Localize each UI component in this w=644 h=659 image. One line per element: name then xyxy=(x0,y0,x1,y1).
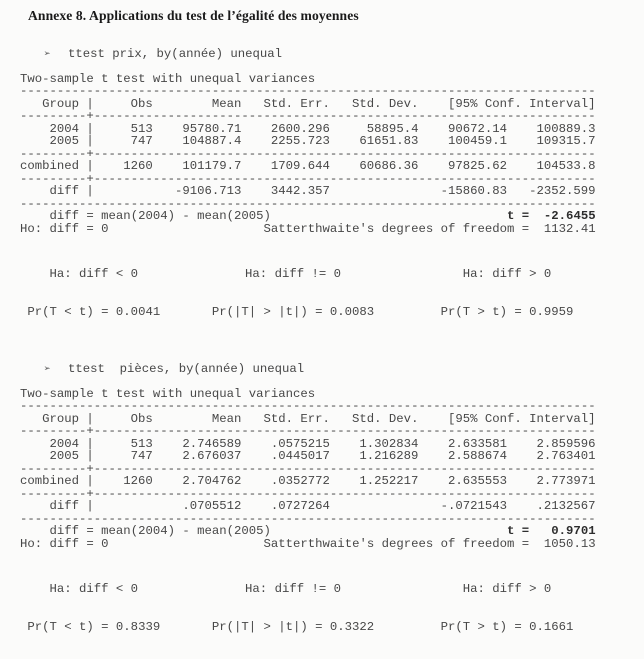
col-header-group: Group xyxy=(42,411,80,426)
cell-mean: 2.746589 xyxy=(182,436,242,451)
table-row-combined xyxy=(20,160,644,173)
table-bottom-rule: ------------------------------------------------------------------------------ xyxy=(20,511,596,526)
col-header-conf-interval: [95% Conf. Interval] xyxy=(447,411,596,426)
column-divider: | xyxy=(86,184,94,198)
cell-mean: 101179.7 xyxy=(182,159,242,173)
cell-ci-low: 2.588674 xyxy=(447,449,507,463)
pr-value: Pr(|T| > |t|) = 0.3322 xyxy=(211,619,375,634)
pr-value: Pr(T > t) = 0.1661 xyxy=(440,619,574,634)
column-divider: | xyxy=(86,499,94,513)
cell-ci-high: 100889.3 xyxy=(536,121,596,136)
pr-value: Pr(T < t) = 0.0041 xyxy=(27,304,161,319)
cell-group: combined xyxy=(20,159,80,173)
alternative-hypotheses xyxy=(20,558,596,658)
cell-obs xyxy=(94,500,153,513)
ha-label: Ha: diff != 0 xyxy=(245,582,341,596)
df-value: 1050.13 xyxy=(543,536,596,551)
table-row-2005 xyxy=(20,135,644,148)
cell-ci-high: 2.763401 xyxy=(536,449,596,463)
col-header-std-dev: Std. Dev. xyxy=(352,411,419,426)
col-header-std-err: Std. Err. xyxy=(263,96,330,111)
cell-ci-low: 90672.14 xyxy=(447,121,507,136)
degrees-of-freedom xyxy=(264,223,596,236)
ha-label: Ha: diff > 0 xyxy=(462,267,552,281)
col-header-group: Group xyxy=(42,96,80,111)
t-value: 0.9701 xyxy=(551,524,596,538)
table-row-combined xyxy=(20,475,644,488)
cell-obs xyxy=(94,185,153,198)
null-hypothesis-line xyxy=(20,223,596,236)
cell-ci-low: -15860.83 xyxy=(440,184,507,198)
table-top-rule: ------------------------------------------------------------------------------ xyxy=(20,84,596,98)
null-hypothesis: Ho: diff = 0 xyxy=(20,221,109,236)
column-divider: | xyxy=(86,449,94,463)
cell-group: diff xyxy=(49,184,80,198)
column-divider: | xyxy=(86,159,94,173)
stata-output xyxy=(20,388,644,659)
ha-label: Ha: diff < 0 xyxy=(49,267,139,281)
stata-output xyxy=(20,73,644,344)
pr-value: Pr(T < t) = 0.8339 xyxy=(27,619,161,634)
ttest-pieces-section xyxy=(20,363,616,658)
cell-group: 2005 xyxy=(49,134,80,148)
cell-ci-high: -2352.599 xyxy=(529,184,596,198)
cell-std-err: .0727264 xyxy=(270,499,330,513)
column-divider: | xyxy=(86,121,94,136)
table-top-rule: ------------------------------------------------------------------------------ xyxy=(20,399,596,413)
arrowhead-bullet-icon: ➢ xyxy=(44,49,51,61)
col-header-conf-interval: [95% Conf. Interval] xyxy=(447,96,596,111)
pr-value: Pr(T > t) = 0.9959 xyxy=(440,304,574,319)
diff-formula-line xyxy=(20,210,596,223)
cell-obs: 513 xyxy=(130,436,153,451)
table-rule-cross: ---------+-------------------------------------------------------------------- xyxy=(20,146,596,161)
diff-formula: diff = mean(2004) - mean(2005) xyxy=(49,524,271,538)
col-header-std-dev: Std. Dev. xyxy=(352,96,419,111)
degrees-of-freedom xyxy=(264,538,596,551)
alt-hypothesis-right xyxy=(418,558,595,658)
cell-std-dev xyxy=(330,500,419,513)
cell-mean: 104887.4 xyxy=(182,134,242,148)
cell-ci-low: 2.635553 xyxy=(447,474,507,488)
cell-group: diff xyxy=(49,499,80,513)
diff-formula: diff = mean(2004) - mean(2005) xyxy=(49,209,271,223)
table-rule-cross: ---------+-------------------------------------------------------------------- xyxy=(20,461,596,476)
cell-ci-low: -.0721543 xyxy=(440,499,507,513)
col-header-mean: Mean xyxy=(211,411,242,426)
alt-hypothesis-left xyxy=(20,558,168,658)
column-divider: | xyxy=(86,134,94,148)
cell-group: 2004 xyxy=(49,436,80,451)
cell-std-err: 2600.296 xyxy=(270,121,330,136)
col-header-obs: Obs xyxy=(130,411,153,426)
arrowhead-bullet-icon: ➢ xyxy=(44,364,51,376)
cell-std-dev: 60686.36 xyxy=(359,159,419,173)
cell-std-err: .0445017 xyxy=(270,449,330,463)
cell-ci-high: 109315.7 xyxy=(536,134,596,148)
cell-std-err: .0575215 xyxy=(270,436,330,451)
column-divider: | xyxy=(86,411,94,426)
table-row-2005 xyxy=(20,450,644,463)
cell-ci-low: 97825.62 xyxy=(447,159,507,173)
null-hypothesis: Ho: diff = 0 xyxy=(20,536,109,551)
column-divider: | xyxy=(86,474,94,488)
cell-obs: 1260 xyxy=(123,159,153,173)
cell-std-err: 1709.644 xyxy=(270,159,330,173)
cell-std-err: 2255.723 xyxy=(270,134,330,148)
table-bottom-rule: ------------------------------------------------------------------------------ xyxy=(20,196,596,211)
cell-ci-high: .2132567 xyxy=(536,499,596,513)
cell-ci-high: 104533.8 xyxy=(536,159,596,173)
test-type-label: Two-sample t test with unequal variances xyxy=(20,71,316,86)
df-label: Satterthwaite's degrees of freedom = xyxy=(263,221,530,236)
t-statistic xyxy=(507,525,596,538)
alt-hypothesis-right xyxy=(418,243,595,343)
ha-label: Ha: diff != 0 xyxy=(245,267,341,281)
cell-obs: 747 xyxy=(130,449,153,463)
diff-formula-line xyxy=(20,525,596,538)
cell-ci-high: 2.859596 xyxy=(536,436,596,451)
cell-std-err: 3442.357 xyxy=(270,184,330,198)
pr-value: Pr(|T| > |t|) = 0.0083 xyxy=(211,304,375,319)
ha-label: Ha: diff < 0 xyxy=(49,582,139,596)
t-value: -2.6455 xyxy=(543,209,596,223)
col-header-std-err: Std. Err. xyxy=(263,411,330,426)
t-statistic xyxy=(507,210,596,223)
cell-std-err: .0352772 xyxy=(270,474,330,488)
cell-std-dev: 1.252217 xyxy=(359,474,419,488)
table-rule-cross: ---------+-------------------------------------------------------------------- xyxy=(20,171,596,186)
col-header-mean: Mean xyxy=(211,96,242,111)
cell-ci-high: 2.773971 xyxy=(536,474,596,488)
cell-group: combined xyxy=(20,474,80,488)
command-line xyxy=(20,48,616,62)
alt-hypothesis-center xyxy=(168,558,419,658)
command-text: ttest pièces, by(année) unequal xyxy=(68,362,305,376)
command-text: ttest prix, by(année) unequal xyxy=(68,47,283,61)
t-label: t = xyxy=(507,209,530,223)
df-label: Satterthwaite's degrees of freedom = xyxy=(263,536,530,551)
ttest-prix-section xyxy=(20,48,616,343)
cell-std-dev: 1.302834 xyxy=(359,436,419,451)
table-row-diff xyxy=(20,185,644,198)
cell-std-dev: 58895.4 xyxy=(366,121,419,136)
cell-obs: 513 xyxy=(130,121,153,136)
alt-hypothesis-left xyxy=(20,243,168,343)
table-rule-cross: ---------+-------------------------------------------------------------------- xyxy=(20,424,596,438)
col-header-obs: Obs xyxy=(130,96,153,111)
test-type-label: Two-sample t test with unequal variances xyxy=(20,386,316,401)
df-value: 1132.41 xyxy=(543,221,596,236)
cell-ci-low: 2.633581 xyxy=(447,436,507,451)
cell-std-dev: 1.216289 xyxy=(359,449,419,463)
t-label: t = xyxy=(507,524,530,538)
command-line xyxy=(20,363,616,377)
page-title: Annexe 8. Applications du test de l’égalité des moyennes xyxy=(28,8,359,23)
cell-std-dev: 61651.83 xyxy=(359,134,419,148)
cell-mean: -9106.713 xyxy=(174,184,242,198)
null-hypothesis-line xyxy=(20,538,596,551)
cell-group: 2005 xyxy=(49,449,80,463)
cell-mean: 2.704762 xyxy=(182,474,242,488)
cell-group: 2004 xyxy=(49,121,80,136)
cell-mean: 95780.71 xyxy=(182,121,242,136)
ha-label: Ha: diff > 0 xyxy=(462,582,552,596)
cell-obs: 747 xyxy=(130,134,153,148)
cell-obs: 1260 xyxy=(123,474,153,488)
cell-std-dev xyxy=(330,185,419,198)
alternative-hypotheses xyxy=(20,243,596,343)
cell-mean: .0705512 xyxy=(182,499,242,513)
column-divider: | xyxy=(86,96,94,111)
cell-ci-low: 100459.1 xyxy=(447,134,507,148)
alt-hypothesis-center xyxy=(168,243,419,343)
column-divider: | xyxy=(86,436,94,451)
table-rule-cross: ---------+-------------------------------------------------------------------- xyxy=(20,109,596,123)
cell-mean: 2.676037 xyxy=(182,449,242,463)
table-row-diff xyxy=(20,500,644,513)
table-rule-cross: ---------+-------------------------------------------------------------------- xyxy=(20,486,596,501)
